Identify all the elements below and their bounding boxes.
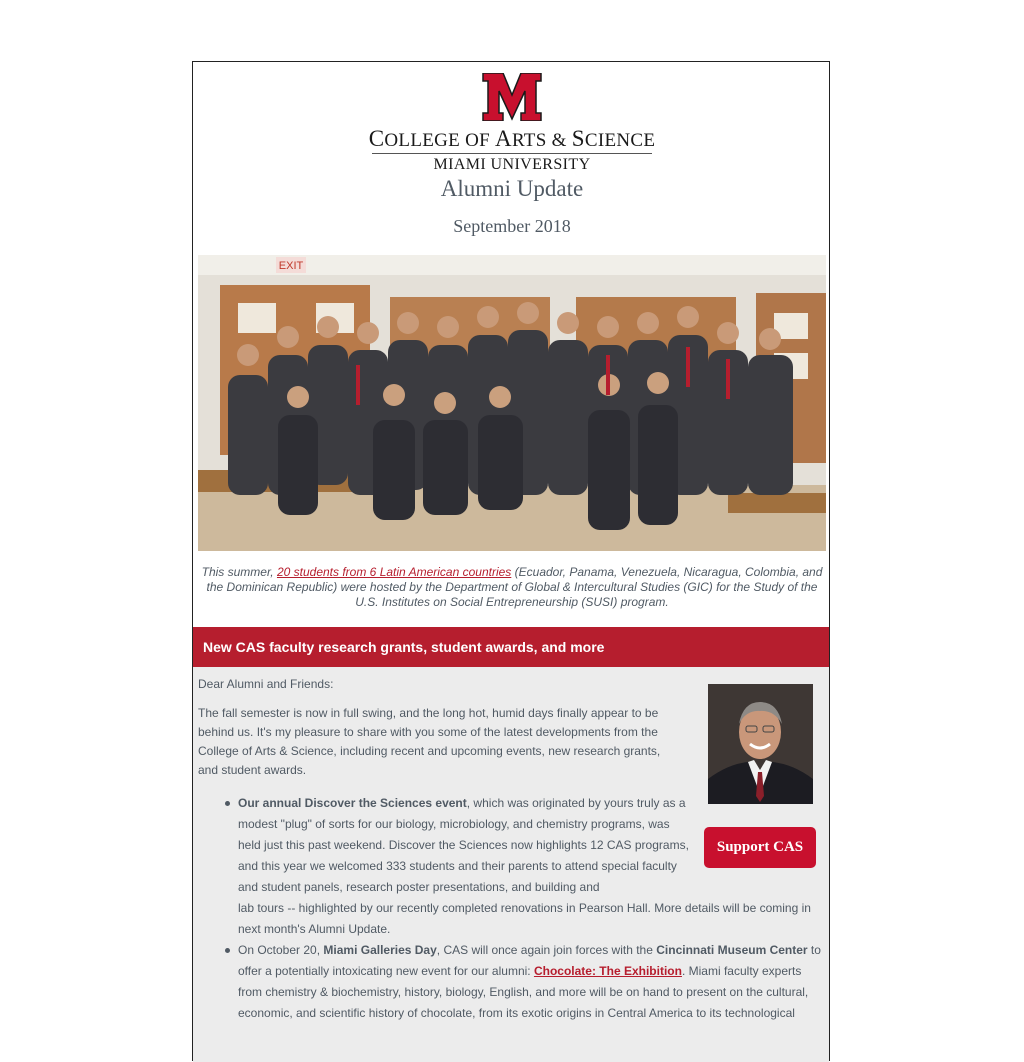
newsletter-body xyxy=(193,667,829,1062)
list-item: Our annual Discover the Sciences event, which was originated by yours truly as a modest "plug" of sorts for our biology, microbiology, and chemistry programs, was held just this past weekend. Discover the Sciences now highlights 12 CAS programs, and this year we welcomed 333 students and their parents to attend special faculty and student panels, research poster presentations, and building and lab tours -- highlighted by our recently completed renovations in Pearson Hall. More details will be coming in next month's Alumni Update. xyxy=(193,793,829,940)
greeting: Dear Alumni and Friends: xyxy=(198,677,334,691)
intro-paragraph: The fall semester is now in full swing, and the long hot, humid days finally appear to be behind us. It's my pleasure to share with you some of the latest developments from the College of Arts & Science, including recent and upcoming events, new research grants, and student awards. xyxy=(198,706,661,777)
support-cas-button[interactable]: Support CAS xyxy=(704,827,816,868)
newsletter-date: September 2018 xyxy=(453,216,571,236)
dean-portrait-illustration xyxy=(708,684,813,804)
college-logo xyxy=(193,70,831,173)
miami-m-logo-icon xyxy=(481,73,543,121)
chocolate-exhibition-link[interactable]: Chocolate: The Exhibition xyxy=(533,964,682,978)
university-name: MIAMI UNIVERSITY xyxy=(433,156,591,173)
photo-caption: This summer, 20 students from 6 Latin American countries (Ecuador, Panama, Venezuela, Nicaragua, Colombia, and the Dominican Republic) were hosted by the Department of Global & Intercultural Studies (GIC) for the Study of the U.S. Institutes on Social Entrepreneurship (SUSI) program. xyxy=(201,565,823,609)
news-list xyxy=(193,793,829,1024)
group-photo-illustration xyxy=(198,255,826,551)
list-item: On October 20, Miami Galleries Day, CAS will once again join forces with the Cincinnati Museum Center to offer a potentially intoxicating new event for our alumni: Chocolate: The Exhibition. Miami faculty experts from chemistry & biochemistry, history, biology, English, and more will be on hand to present on the cultural, economic, and scientific history of chocolate, from its exotic origins in Central America to its technological xyxy=(193,940,829,1024)
caption-link[interactable]: 20 students from 6 Latin American countries xyxy=(276,565,512,579)
dean-portrait xyxy=(708,684,813,804)
svg-text:EXIT: EXIT xyxy=(278,260,304,272)
group-photo xyxy=(198,255,826,551)
newsletter-card xyxy=(192,61,830,1061)
section-banner: New CAS faculty research grants, student awards, and more xyxy=(193,627,829,667)
logo-divider xyxy=(372,153,652,154)
college-name: COLLEGE OF ARTS & SCIENCE xyxy=(368,126,656,151)
newsletter-title: Alumni Update xyxy=(440,176,584,201)
